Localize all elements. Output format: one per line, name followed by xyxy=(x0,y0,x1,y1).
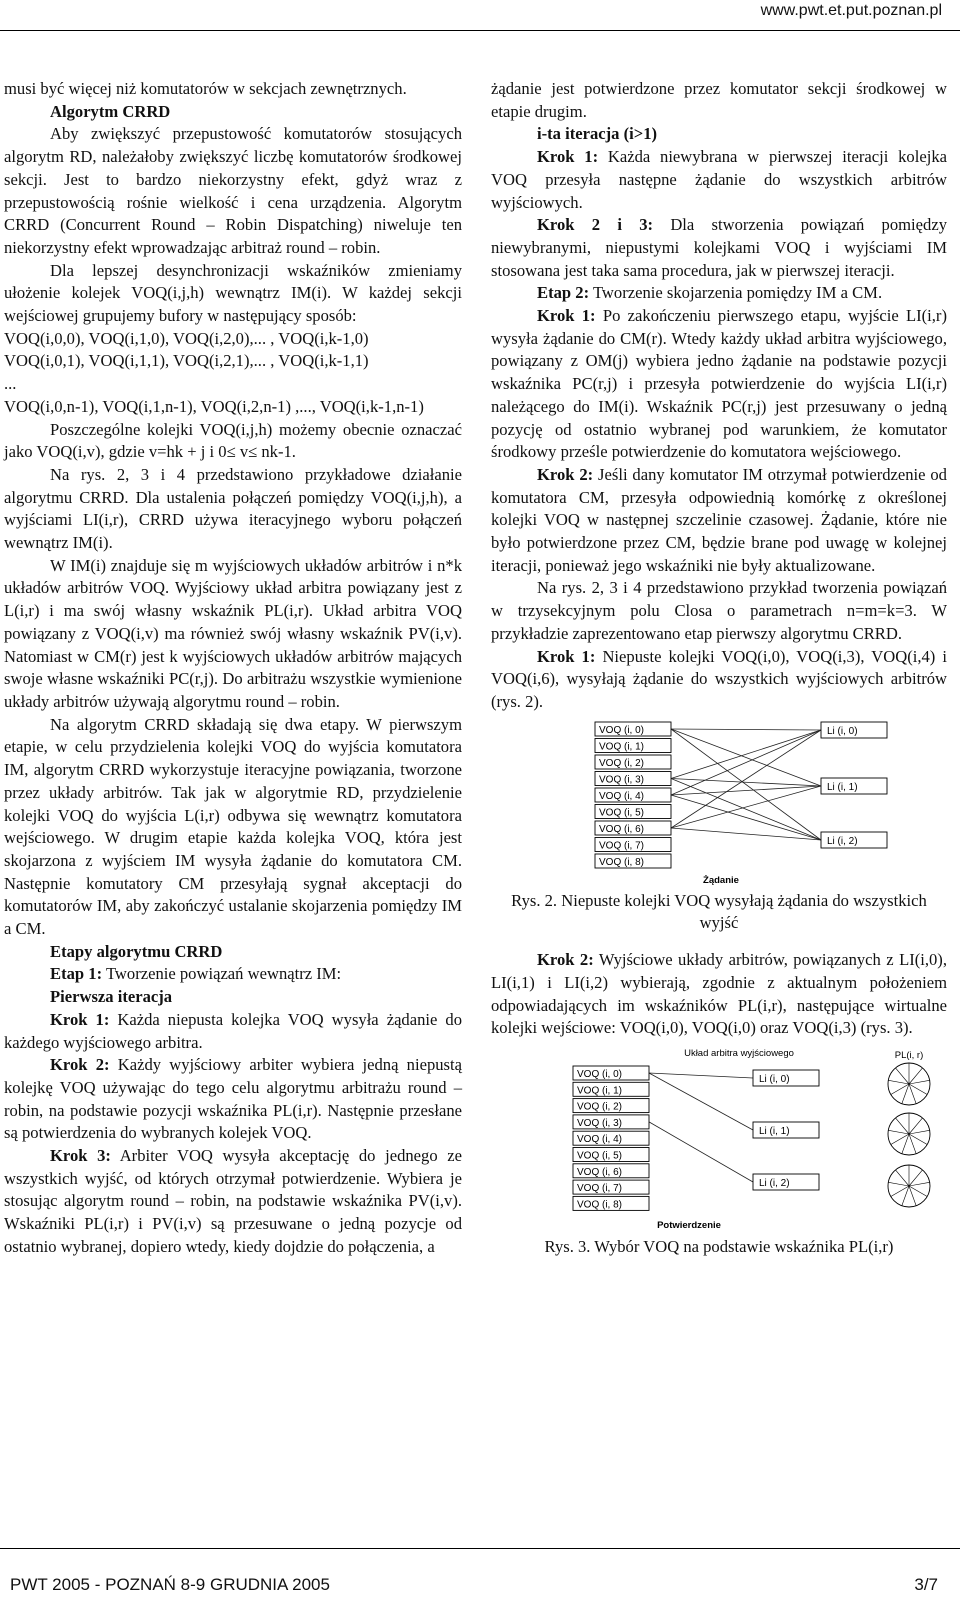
step-label: Krok 1: xyxy=(50,1009,110,1029)
step-text: Dla stworzenia powiązań pomiędzy niewybranymi, niepustymi kolejkami VOQ i wyjściami IM stosowana jest taka sama procedura, jak w pierwszej iteracji. xyxy=(491,215,947,280)
right-column xyxy=(491,78,947,1259)
footer-page-number: 3/7 xyxy=(914,1575,938,1594)
connection-line xyxy=(649,1073,753,1078)
step-text: Tworzenie powiązań wewnątrz IM: xyxy=(105,964,342,984)
li-label: Li (i, 1) xyxy=(827,781,858,793)
voq-label: VOQ (i, 2) xyxy=(599,757,645,769)
li-label: Li (i, 0) xyxy=(827,725,858,737)
step-label: Etap 1: xyxy=(50,964,103,984)
voq-label: VOQ (i, 3) xyxy=(577,1117,623,1129)
footer-rule xyxy=(0,1548,960,1549)
voq-label: VOQ (i, 4) xyxy=(577,1134,623,1146)
subheading: Pierwsza iteracja xyxy=(50,987,173,1007)
connection-line xyxy=(671,828,821,840)
figure-2-caption: Rys. 2. Niepuste kolejki VOQ wysyłają żądania do wszystkich wyjść xyxy=(511,890,927,933)
step-label: Krok 3: xyxy=(50,1146,111,1166)
step-text: Niepuste kolejki VOQ(i,0), VOQ(i,3), VOQ(i,4) i VOQ(i,6), wysyłają żądanie do wszystkich wyjściowych arbitrów (rys. 2). xyxy=(491,646,947,711)
step-text: Wyjściowe układy arbitrów, powiązanych z LI(i,0), LI(i,1) i LI(i,2) wybierają, zgodnie z aktualnym położeniem odpowiadających im wskaźników PL(i,r), następujące wirtualne kolejki wejściowe: VOQ(i,0), VOQ(i,0) oraz VOQ(i,3) (rys. 3). xyxy=(491,950,947,1038)
voq-list-line: VOQ(i,0,1), VOQ(i,1,1), VOQ(i,2,1),... , VOQ(i,k-1,1) xyxy=(4,351,369,371)
connection-line xyxy=(671,730,821,828)
step-label: Krok 1: xyxy=(537,306,596,326)
figure-3-label: Potwierdzenie xyxy=(657,1219,721,1231)
voq-label: VOQ (i, 6) xyxy=(577,1166,623,1178)
li-label: Li (i, 2) xyxy=(827,835,858,847)
section-heading: Etapy algorytmu CRRD xyxy=(50,941,223,961)
voq-label: VOQ (i, 8) xyxy=(577,1199,623,1211)
header-rule xyxy=(0,30,960,31)
step-label: Krok 2: xyxy=(50,1055,110,1075)
footer-left: PWT 2005 - POZNAŃ 8-9 GRUDNIA 2005 xyxy=(10,1575,330,1594)
figure-3-top-label: Układ arbitra wyjściowego xyxy=(684,1047,794,1059)
step-label: Krok 2: xyxy=(537,950,594,970)
paragraph: Na rys. 2, 3 i 4 przedstawiono przykład tworzenia powiązań w trzysekcyjnym polu Closa o parametrach n=m=k=3. W przykładzie zaprezentowano etap pierwszy algorytmu CRRD. xyxy=(491,578,947,643)
paragraph: Na algorytm CRRD składają się dwa etapy. W pierwszym etapie, w celu przydzielenia kolejki VOQ do wyjścia komutatora IM, algorytm CRRD wykorzystuje iteracyjne powiązania, tworzone przez układy arbitrów. Tak jak w algorytmie RD, przydzielenie kolejki VOQ do wyjścia L(i,r) odbywa się wewnątrz komutatora wejściowego. W drugim etapie każda kolejka VOQ, która jest skojarzona z wyjściem IM wysyła żądanie do komutatora CM. Następnie komutatory CM przesyłają sygnał akceptacji do komutatorów IM, aby zakończyć ustalanie skojarzenia pomiędzy IM a CM. xyxy=(4,714,462,939)
li-label: Li (i, 0) xyxy=(759,1073,790,1085)
step-label: Etap 2: xyxy=(537,283,590,303)
voq-label: VOQ (i, 1) xyxy=(599,741,645,753)
step-label: Krok 1: xyxy=(537,646,596,666)
section-heading: Algorytm CRRD xyxy=(50,101,171,121)
step-text: Każda niewybrana w pierwszej iteracji kolejka VOQ przesyła następne żądanie do wszystkich arbitrów wyjściowych. xyxy=(491,147,947,212)
voq-label: VOQ (i, 7) xyxy=(577,1183,623,1195)
step-label: Krok 2: xyxy=(537,464,594,484)
connection-line xyxy=(671,786,821,828)
voq-label: VOQ (i, 7) xyxy=(599,840,645,852)
figure-3-pl-label: PL(i, r) xyxy=(894,1049,924,1061)
paragraph: Poszczególne kolejki VOQ(i,j,h) możemy obecnie oznaczać jako VOQ(i,v), gdzie v=hk + j i 0≤ v≤ nk-1. xyxy=(4,419,462,462)
voq-label: VOQ (i, 8) xyxy=(599,856,645,868)
voq-label: VOQ (i, 3) xyxy=(599,774,645,786)
step-text: Arbiter VOQ wysyła akceptację do jednego ze wszystkich wyjść, od których otrzymał potwierdzenie. Wybiera je stosując algorytm round – robin, na podstawie wskaźnika PV(i,v). Wskaźniki PL(i,r) i PV(i,v) są przesuwane o jedną pozycje od ostatnio wybranej, dopiero wtedy, kiedy dojdzie do połączenia, a xyxy=(4,1146,462,1256)
voq-list-line: VOQ(i,0,0), VOQ(i,1,0), VOQ(i,2,0),... , VOQ(i,k-1,0) xyxy=(4,328,369,348)
li-label: Li (i, 1) xyxy=(759,1125,790,1137)
voq-label: VOQ (i, 0) xyxy=(577,1068,623,1080)
figure-2-label: Żądanie xyxy=(703,874,739,886)
connection-line xyxy=(671,729,821,730)
step-label: Krok 2 i 3: xyxy=(537,215,654,235)
voq-label: VOQ (i, 2) xyxy=(577,1101,623,1113)
step-text: Jeśli dany komutator IM otrzymał potwierdzenie od komutatora CM, przesyła odpowiednią komórkę z określonej kolejki VOQ w następnej szczelinie czasowej. Żądanie, które nie było potwierdzone przez CM, będzie brane pod uwagę w kolejnej iteracji, ponieważ jego wskaźniki nie były aktualizowane. xyxy=(491,464,947,575)
voq-label: VOQ (i, 0) xyxy=(599,724,645,736)
step-text: Każda niepusta kolejka VOQ wysyła żądanie do każdego wyjściowego arbitra. xyxy=(4,1009,462,1052)
left-column xyxy=(4,78,462,1259)
voq-label: VOQ (i, 6) xyxy=(599,823,645,835)
paragraph: Dla lepszej desynchronizacji wskaźników zmieniamy ułożenie kolejek VOQ(i,j,h) wewnątrz IM(i). W każdej sekcji wejściowej grupujemy bufory w następujący sposób: xyxy=(4,260,462,326)
li-label: Li (i, 2) xyxy=(759,1177,790,1189)
step-text: Każdy wyjściowy arbiter wybiera jedną niepustą kolejkę VOQ używając do tego celu algorytmu arbitrażu round – robin, na podstawie pozycji wskaźnika PL(i,r). Następnie przesłane są potwierdzenia do wybranych kolejek VOQ. xyxy=(4,1055,462,1143)
figure-2-diagram xyxy=(491,720,947,890)
paragraph: Na rys. 2, 3 i 4 przedstawiono przykładowe działanie algorytmu CRRD. Dla ustalenia połączeń pomiędzy VOQ(i,j,h), a wyjściami LI(i,r), CRRD używa iteracyjnego wyboru połączeń wewnątrz IM(i). xyxy=(4,464,462,553)
voq-label: VOQ (i, 5) xyxy=(599,807,645,819)
subheading: i-ta iteracja (i>1) xyxy=(537,124,658,144)
step-label: Krok 1: xyxy=(537,147,599,167)
header-url: www.pwt.et.put.poznan.pl xyxy=(760,2,942,19)
voq-label: VOQ (i, 5) xyxy=(577,1150,623,1162)
voq-label: VOQ (i, 4) xyxy=(599,790,645,802)
voq-label: VOQ (i, 1) xyxy=(577,1085,623,1097)
step-text: Po zakończeniu pierwszego etapu, wyjście LI(i,r) wysyła żądanie do CM(r). Wtedy każdy układ arbitra wyjściowego, powiązany z OM(j) wybiera jedno żądanie na podstawie pozycji wskaźnika PC(r,j) i przesyła potwierdzenie do wyjścia LI(i,r) należącego do IM(i). Wskaźnik PC(r,j) jest przesuwany o jedną pozycję od ostatnio wybranej pod warunkiem, że komutator środkowy prześle potwierdzenie do komutatora wejściowego. xyxy=(491,306,947,462)
paragraph: żądanie jest potwierdzone przez komutator sekcji środkowej w etapie drugim. xyxy=(491,79,947,121)
connection-line xyxy=(649,1122,753,1182)
step-text: Tworzenie skojarzenia pomiędzy IM a CM. xyxy=(592,283,883,303)
paragraph: W IM(i) znajduje się m wyjściowych układów arbitrów i n*k układów arbitrów VOQ. Wyjściowy układ arbitra powiązany jest z L(i,r) i ma swój własny wskaźnik PL(i,r). Układ arbitra VOQ powiązany z VOQ(i,v) ma również swój własny wskaźnik PV(i,v). Natomiast w CM(r) jest k wyjściowych układów arbitrów mających swoje własne wskaźniki PC(r,j). Do arbitrażu wszystkie wymienione układy arbitrów używają algorytmu round – robin. xyxy=(4,555,462,711)
figure-3-caption: Rys. 3. Wybór VOQ na podstawie wskaźnika PL(i,r) xyxy=(544,1236,894,1256)
connection-line xyxy=(671,795,821,840)
figure-3-diagram xyxy=(491,1046,947,1236)
connection-line xyxy=(649,1073,753,1130)
voq-list-line: ... xyxy=(4,374,17,394)
voq-list-line: VOQ(i,0,n-1), VOQ(i,1,n-1), VOQ(i,2,n-1) ,..., VOQ(i,k-1,n-1) xyxy=(4,396,424,416)
paragraph: Aby zwiększyć przepustowość komutatorów stosujących algorytm RD, należałoby zwiększyć liczbę komutatorów środkowej sekcji. Jest to bardzo niekorzystny efekt, gdyż wraz z przepustowością rośnie wielkość i cena urządzenia. Algorytm CRRD (Concurrent Round – Robin Dispatching) niweluje ten niekorzystny efekt wprowadzając arbitraż round – robin. xyxy=(4,124,462,257)
paragraph: musi być więcej niż komutatorów w sekcjach zewnętrznych. xyxy=(4,79,407,98)
